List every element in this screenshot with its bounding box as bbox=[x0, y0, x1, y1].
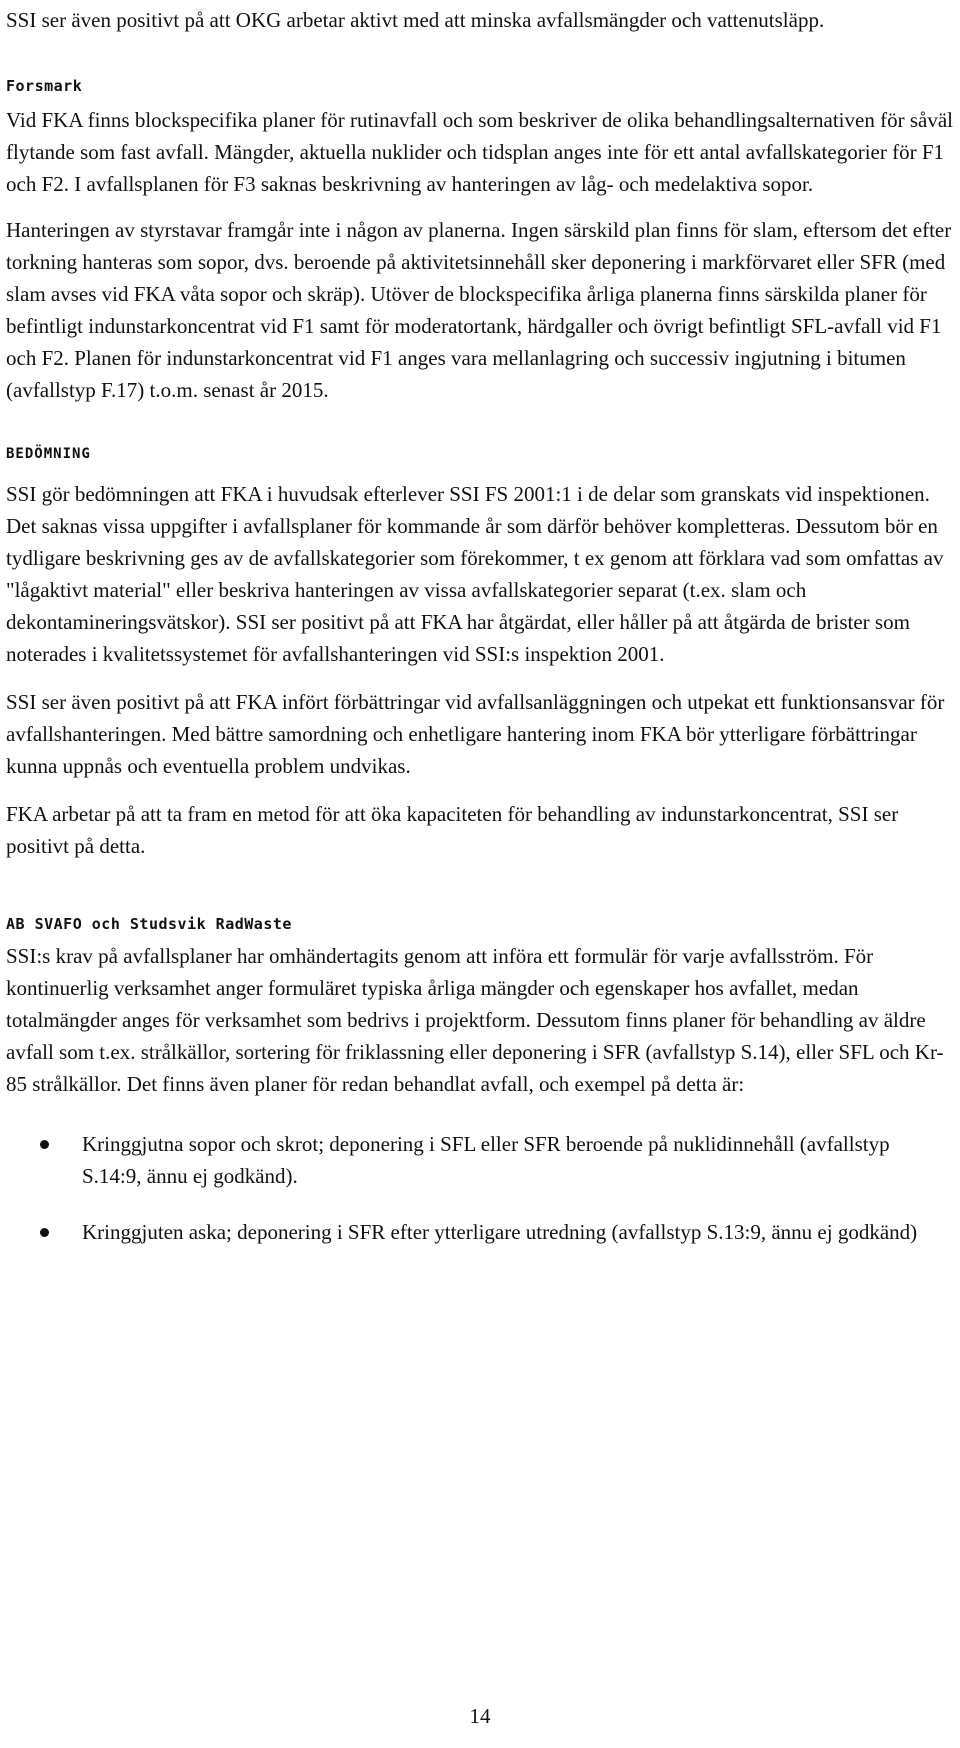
list-item bbox=[6, 1128, 954, 1192]
bedomning-heading: BEDÖMNING bbox=[6, 446, 91, 462]
list-item-text: Kringgjutna sopor och skrot; deponering i SFL eller SFR beroende på nuklidinnehåll (avfallstyp S.14:9, ännu ej godkänd). bbox=[82, 1132, 890, 1188]
forsmark-paragraph-2: Hanteringen av styrstavar framgår inte i någon av planerna. Ingen särskild plan finns för slam, eftersom det efter torkning hanteras som sopor, dvs. beroende på aktivitetsinnehåll sker deponering i markförvaret eller SFR (med slam avses vid FKA våta sopor och skräp). Utöver de blockspecifika årliga planerna finns särskilda planer för befintligt indunstarkoncentrat vid F1 samt för moderatortank, härdgaller och övrigt befintligt SFL-avfall vid F1 och F2. Planen för indunstarkoncentrat vid F1 anges vara mellanlagring och successiv ingjutning i bitumen (avfallstyp F.17) t.o.m. senast år 2015. bbox=[6, 218, 952, 402]
forsmark-paragraph-1: Vid FKA finns blockspecifika planer för rutinavfall och som beskriver de olika behandlingsalternativen för såväl flytande som fast avfall. Mängder, aktuella nuklider och tidsplan anges inte för ett antal avfallskategorier för F1 och F2. I avfallsplanen för F3 saknas beskrivning av hanteringen av låg- och medelaktiva sopor. bbox=[6, 108, 953, 196]
bedomning-paragraph-2: SSI ser även positivt på att FKA infört förbättringar vid avfallsanläggningen och utpekat ett funktionsansvar för avfallshanteringen. Med bättre samordning och enhetligare hantering inom FKA bör ytterligare förbättringar kunna uppnås och eventuella problem undvikas. bbox=[6, 690, 945, 778]
bedomning-paragraph-3: FKA arbetar på att ta fram en metod för att öka kapaciteten för behandling av indunstarkoncentrat, SSI ser positivt på detta. bbox=[6, 802, 899, 858]
bullet-icon bbox=[40, 1140, 49, 1149]
document-page bbox=[6, 0, 954, 1272]
bullet-list bbox=[6, 1128, 954, 1248]
forsmark-heading: Forsmark bbox=[6, 77, 83, 95]
bullet-icon bbox=[40, 1228, 49, 1237]
bedomning-paragraph-1: SSI gör bedömningen att FKA i huvudsak efterlever SSI FS 2001:1 i de delar som granskats vid inspektionen. Det saknas vissa uppgifter i avfallsplaner för kommande år som därför behöver kompletteras. Dessutom bör en tydligare beskrivning ges av de avfallskategorier som förekommer, t ex genom att förklara vad som omfattas av "lågaktivt material" eller beskriva hanteringen av vissa avfallskategorier separat (t.ex. slam och dekontamineringsvätskor). SSI ser positivt på att FKA har åtgärdat, eller håller på att åtgärda de brister som noterades i kvalitetssystemet för avfallshanteringen vid SSI:s inspektion 2001. bbox=[6, 482, 944, 666]
list-item-text: Kringgjuten aska; deponering i SFR efter ytterligare utredning (avfallstyp S.13:9, ännu ej godkänd) bbox=[82, 1220, 918, 1244]
ab-svafo-paragraph: SSI:s krav på avfallsplaner har omhändertagits genom att införa ett formulär för varje avfallsström. För kontinuerlig verksamhet anger formuläret typiska årliga mängder och egenskaper hos avfallet, medan totalmängder anges för verksamhet som bedrivs i projektform. Dessutom finns planer för behandling av äldre avfall som t.ex. strålkällor, sortering för friklassning eller deponering i SFR (avfallstyp S.14), eller SFL och Kr-85 strålkällor. Det finns även planer för redan behandlat avfall, och exempel på detta är: bbox=[6, 944, 944, 1096]
intro-paragraph: SSI ser även positivt på att OKG arbetar aktivt med att minska avfallsmängder och vattenutsläpp. bbox=[6, 8, 825, 32]
ab-svafo-heading: AB SVAFO och Studsvik RadWaste bbox=[6, 915, 292, 933]
list-item bbox=[6, 1216, 954, 1248]
page-number: 14 bbox=[469, 1704, 491, 1728]
